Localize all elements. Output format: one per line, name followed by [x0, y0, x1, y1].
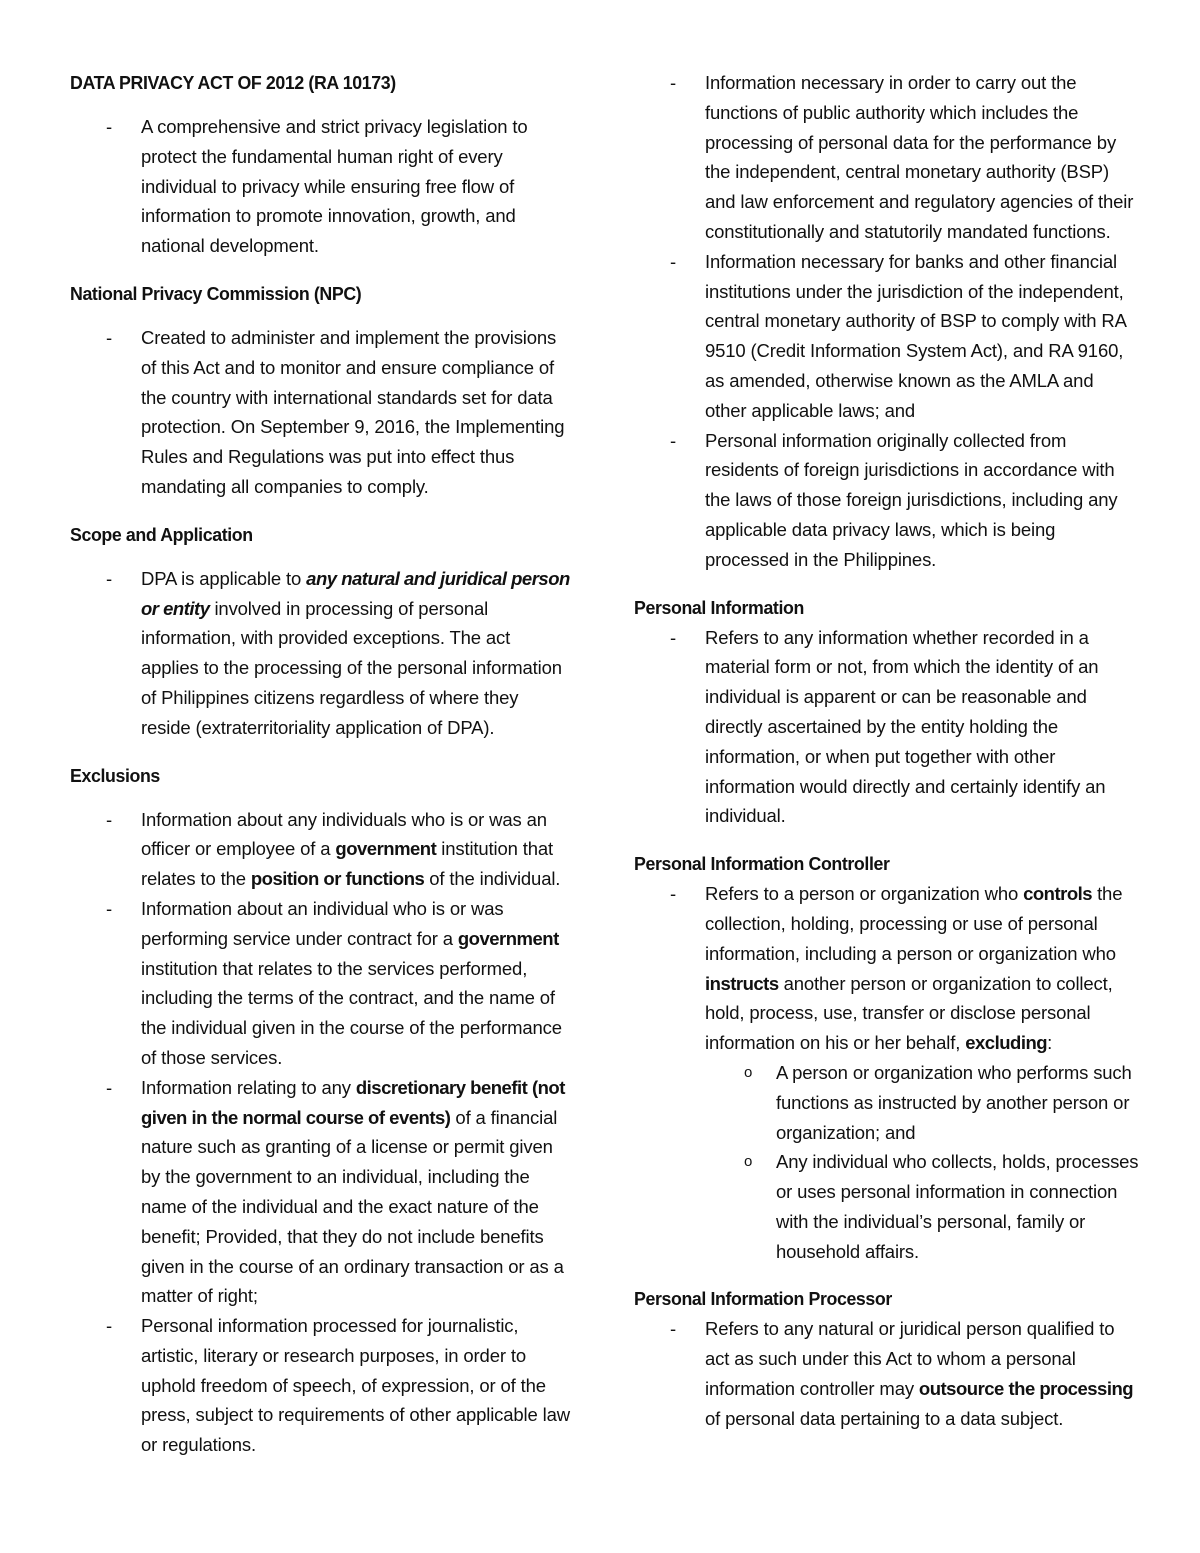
scope-text: DPA is applicable to	[141, 567, 307, 589]
section-pip	[634, 1284, 1139, 1433]
pic-text: Refers to a person or organization who	[705, 883, 1024, 905]
right-column	[634, 68, 1139, 1452]
pip-text: Refers to any natural or juridical person qualified to act as such under this Act to whom a personal information controller may	[705, 1318, 1115, 1400]
personal-information-text: Refers to any information whether recorded in a material form or not, from which the identity of an individual is apparent or can be reasonable and directly ascertained by the entity holding the information, or when put together with other information would directly and certainly identify an individual.	[705, 626, 1106, 827]
exclusions-list	[70, 805, 570, 1461]
npc-text: Created to administer and implement the provisions of this Act and to monitor and ensure compliance of the country with international standards set for data protection. On September 9, 2016, the Implementing Rules and Regulations was put into effect thus mandating all companies to comply.	[141, 326, 565, 497]
circle-bullet-icon: o	[744, 1153, 753, 1171]
npc-list	[70, 323, 570, 502]
list-item: - Information necessary in order to carry out the functions of public authority which includes the processing of personal data for the performance by the independent, central monetary authority (BSP) and law enforcement and regulatory agencies of their constitutionally and statutorily mandated functions.	[670, 72, 1134, 242]
pic-emphasis: instructs	[705, 972, 779, 994]
exclusion-text: Information relating to any	[141, 1076, 356, 1098]
pic-text: another person or organization to collect, hold, process, use, transfer or disclose personal information on his or her behalf,	[705, 972, 1113, 1054]
exclusion-emphasis: government	[457, 927, 559, 949]
list-item: - Personal information originally collected from residents of foreign jurisdictions in accordance with the laws of those foreign jurisdictions, including any applicable data privacy laws, which is being processed in the Philippines.	[670, 429, 1118, 570]
exclusions-continued-list	[634, 68, 1139, 575]
section-pic	[634, 849, 1139, 1266]
section-exclusions	[70, 761, 570, 1461]
personal-information-heading: Personal Information	[634, 596, 804, 618]
scope-heading: Scope and Application	[70, 523, 253, 545]
section-npc	[70, 279, 570, 502]
pip-emphasis: outsource the processing	[918, 1378, 1134, 1400]
section-personal-information	[634, 593, 1139, 832]
scope-text: involved in processing of personal information, with provided exceptions. The act applies to the processing of the personal information of Philippines citizens regardless of where they reside (extraterritoriality application of DPA).	[141, 597, 562, 738]
exclusions-heading: Exclusions	[70, 764, 160, 786]
pic-heading: Personal Information Controller	[634, 853, 890, 875]
scope-emphasis: any natural and juridical person or entity	[141, 567, 570, 619]
exclusion-text: Personal information originally collected from residents of foreign jurisdictions in accordance with the laws of those foreign jurisdictions, including any applicable data privacy laws, which is being processed in the Philippines.	[705, 429, 1118, 570]
dpa-list	[70, 112, 570, 261]
circle-bullet-icon: o	[744, 1063, 753, 1081]
sub-list-item	[705, 1058, 1139, 1147]
exclusion-text: Information necessary for banks and other financial institutions under the jurisdiction of the independent, central monetary authority of BSP to comply with RA 9510 (Credit Information System Act), and RA 9160, as amended, otherwise known as the AMLA and other applicable laws; and	[705, 250, 1126, 421]
pic-text: the collection, holding, processing or use of personal information, including a person or organization who	[705, 883, 1123, 964]
scope-list	[70, 564, 570, 743]
npc-heading: National Privacy Commission (NPC)	[70, 282, 362, 304]
list-item: - Refers to a person or organization who controls the collection, holding, processing or use of personal information, including a person or organization who instructs another person or organization to collect, hold, process, use, transfer or disclose personal information on his or her behalf, excluding: o A person or organization who performs such functions as instructed by another person or organization; and o Any individual who collects, holds, processes or uses personal information in connection with the individual’s personal, family or household affairs.	[634, 879, 1139, 1266]
list-item: - Created to administer and implement the provisions of this Act and to monitor and ensure compliance of the country with international standards set for data protection. On September 9, 2016, the Implementing Rules and Regulations was put into effect thus mandating all companies to comply.	[106, 326, 565, 497]
exclusion-emphasis: position or functions	[250, 868, 425, 890]
pic-emphasis: controls	[1023, 883, 1093, 905]
section-scope	[70, 520, 570, 743]
pip-heading: Personal Information Processor	[634, 1288, 892, 1310]
exclusion-text: Information necessary in order to carry out the functions of public authority which includes the processing of personal data for the performance by the independent, central monetary authority (BSP) and law enforcement and regulatory agencies of their constitutionally and statutorily mandated functions.	[705, 72, 1134, 242]
list-item: - Personal information processed for journalistic, artistic, literary or research purposes, in order to uphold freedom of speech, of expression, or of the press, subject to requirements of other applicable law or regulations.	[106, 1315, 570, 1456]
pic-sub-text: A person or organization who performs such functions as instructed by another person or organization; and	[776, 1061, 1132, 1143]
list-item: - Information relating to any discretionary benefit (not given in the normal course of events) of a financial nature such as granting of a license or permit given by the government to an individual, including the name of the individual and the exact nature of the benefit; Provided, that they do not include benefits given in the course of an ordinary transaction or as a matter of right;	[106, 1076, 565, 1307]
left-column	[70, 68, 570, 1478]
pic-sub-text: Any individual who collects, holds, processes or uses personal information in connection with the individual’s personal, family or household affairs.	[776, 1151, 1139, 1262]
exclusion-text: institution that relates to the services performed, including the terms of the contract, and the name of the individual given in the course of the performance of those services.	[141, 957, 562, 1068]
exclusion-text: Information about an individual who is or was performing service under contract for a	[141, 897, 504, 949]
pic-sublist	[705, 1058, 1139, 1267]
pic-text: :	[1047, 1032, 1053, 1054]
section-exclusions-continued	[634, 68, 1139, 575]
dpa-intro-text: A comprehensive and strict privacy legislation to protect the fundamental human right of every individual to privacy while ensuring free flow of information to promote innovation, growth, and national development.	[141, 116, 528, 257]
personal-information-list	[634, 623, 1139, 832]
document-title: DATA PRIVACY ACT OF 2012 (RA 10173)	[70, 72, 396, 93]
list-item: - Refers to any information whether recorded in a material form or not, from which the identity of an individual is apparent or can be reasonable and directly ascertained by the entity holding the information, or when put together with other information would directly and certainly identify an individual.	[670, 626, 1106, 827]
exclusion-text: of the individual.	[424, 868, 561, 890]
list-item: - Refers to any natural or juridical person qualified to act as such under this Act to whom a personal information controller may outsource the processing of personal data pertaining to a data subject.	[670, 1318, 1134, 1429]
exclusion-emphasis: discretionary benefit (not given in the normal course of events)	[141, 1076, 565, 1128]
list-item: - Information about any individuals who is or was an officer or employee of a government institution that relates to the position or functions of the individual.	[106, 808, 561, 890]
pip-list	[634, 1314, 1139, 1433]
list-item: - A comprehensive and strict privacy legislation to protect the fundamental human right of every individual to privacy while ensuring free flow of information to promote innovation, growth, and national development.	[106, 116, 528, 257]
exclusion-text: Information about any individuals who is or was an officer or employee of a	[141, 808, 547, 860]
exclusion-text: of a financial nature such as granting of a license or permit given by the government to an individual, including the name of the individual and the exact nature of the benefit; Provided, that they do not include benefits given in the course of an ordinary transaction or as a matter of right;	[141, 1106, 564, 1307]
exclusion-emphasis: government	[335, 838, 437, 860]
section-dpa	[70, 68, 570, 261]
exclusion-text: Personal information processed for journalistic, artistic, literary or research purposes, in order to uphold freedom of speech, of expression, or of the press, subject to requirements of other applicable law or regulations.	[141, 1315, 570, 1456]
pip-text: of personal data pertaining to a data subject.	[705, 1407, 1064, 1429]
exclusion-text: institution that relates to the	[141, 838, 554, 890]
pic-emphasis: excluding	[965, 1032, 1048, 1054]
list-item: - DPA is applicable to any natural and juridical person or entity involved in processing of personal information, with provided exceptions. The act applies to the processing of the personal information of Philippines citizens regardless of where they reside (extraterritoriality application of DPA).	[106, 567, 570, 738]
list-item: - Information necessary for banks and other financial institutions under the jurisdiction of the independent, central monetary authority of BSP to comply with RA 9510 (Credit Information System Act), and RA 9160, as amended, otherwise known as the AMLA and other applicable laws; and	[670, 250, 1126, 421]
sub-list-item	[705, 1147, 1139, 1266]
list-item: - Information about an individual who is or was performing service under contract for a government institution that relates to the services performed, including the terms of the contract, and the name of the individual given in the course of the performance of those services.	[106, 897, 562, 1068]
pic-list	[634, 879, 1139, 1266]
